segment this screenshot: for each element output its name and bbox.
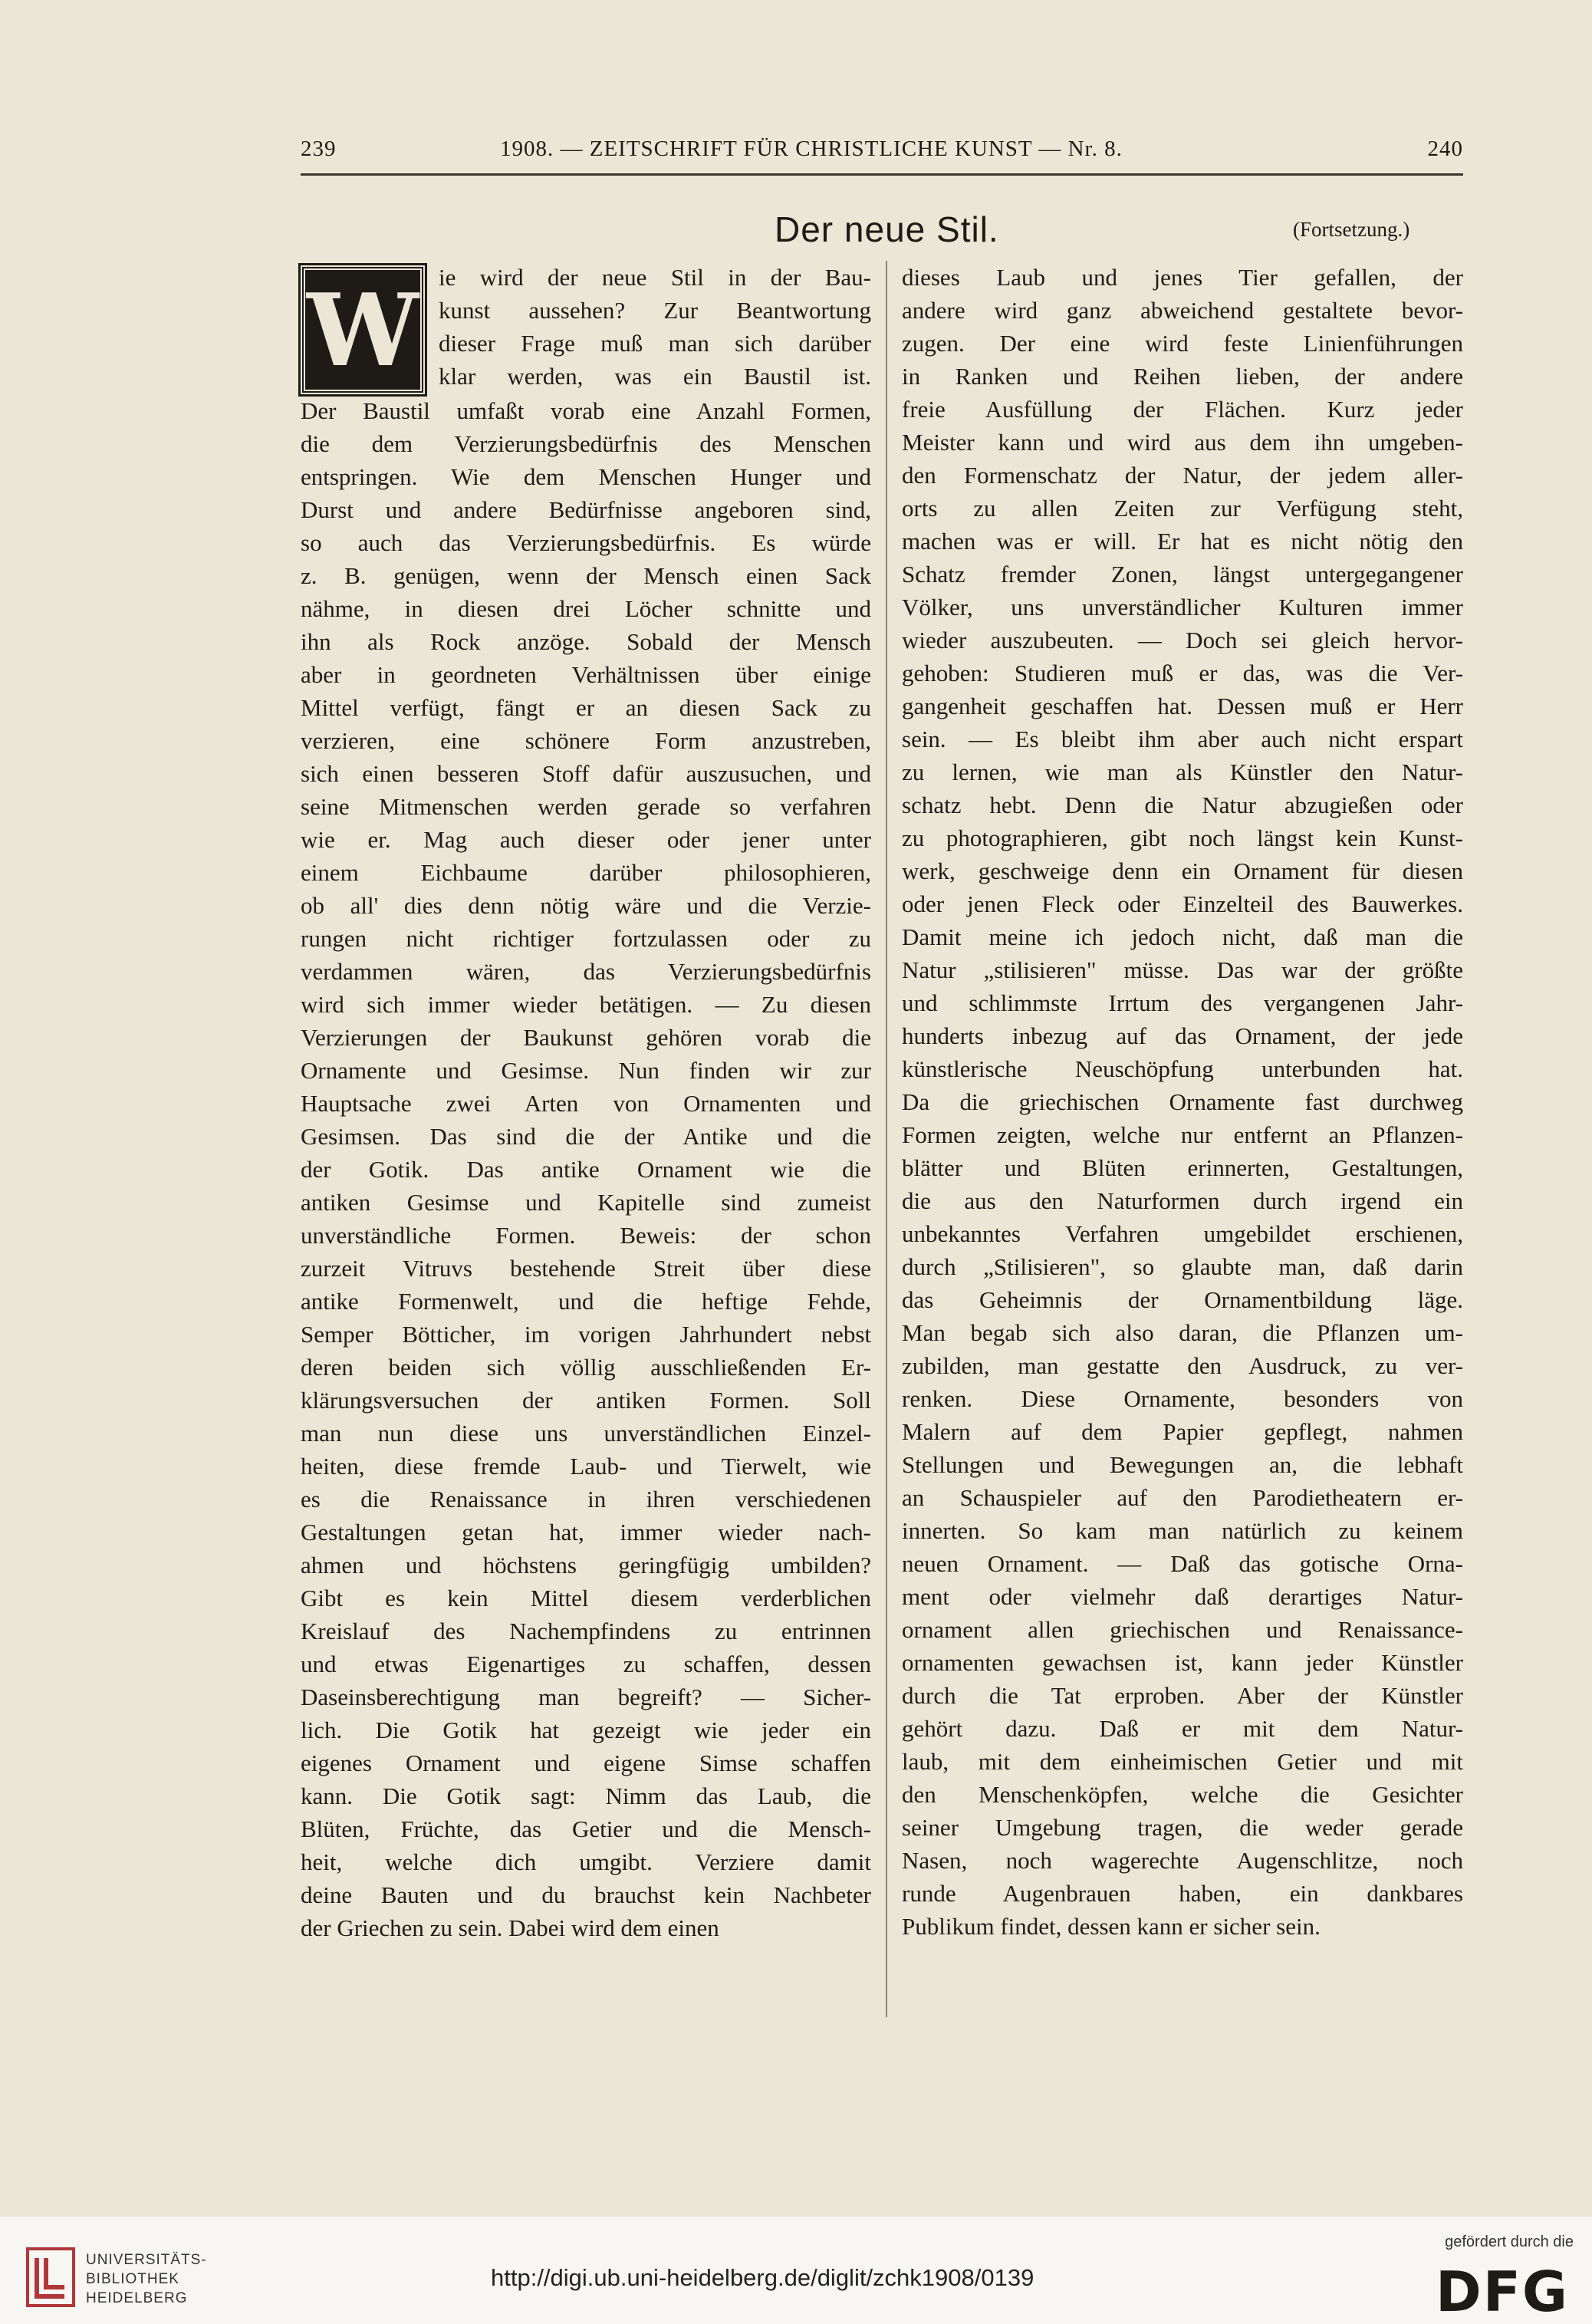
running-header: [301, 137, 1463, 175]
text-line: aber in geordneten Verhältnissen über einige: [301, 661, 871, 688]
text-line: zu photographieren, gibt noch längst kein Kunst-: [902, 825, 1463, 851]
text-line: gehoben: Studieren muß er das, was die Ver-: [902, 660, 1463, 686]
text-line: blätter und Blüten erinnerten, Gestaltungen,: [902, 1154, 1463, 1181]
permalink-url[interactable]: http://digi.ub.uni-heidelberg.de/diglit/zchk1908/0139: [491, 2264, 1034, 2291]
text-line: rungen nicht richtiger fortzulassen oder zu: [301, 925, 871, 952]
text-line: kann. Die Gotik sagt: Nimm das Laub, die: [301, 1783, 871, 1809]
text-line: zu lernen, wie man als Künstler den Natur-: [902, 759, 1463, 785]
right-column-text: [902, 261, 1463, 1943]
text-line: zurzeit Vitruvs bestehende Streit über diese: [301, 1255, 871, 1282]
text-line: Publikum findet, dessen kann er sicher sein.: [902, 1913, 1321, 1940]
text-line: antiken Gesimse und Kapitelle sind zumeist: [301, 1189, 871, 1216]
text-line: deren beiden sich völlig ausschließenden Er-: [301, 1354, 871, 1381]
text-line: zubilden, man gestatte den Ausdruck, zu ver-: [902, 1352, 1463, 1379]
text-line: dieses Laub und jenes Tier gefallen, der: [902, 264, 1463, 291]
text-line: Nasen, noch wagerechte Augenschlitze, noch: [902, 1847, 1463, 1874]
text-line: kunst aussehen? Zur Beantwortung: [439, 297, 871, 324]
text-line: lich. Die Gotik hat gezeigt wie jeder ein: [301, 1717, 871, 1743]
text-line: seiner Umgebung tragen, die weder gerade: [902, 1814, 1463, 1841]
library-line-1: UNIVERSITÄTS-: [86, 2252, 207, 2268]
text-line: wird sich immer wieder betätigen. — Zu diesen: [301, 991, 871, 1018]
text-line: eigenes Ornament und eigene Simse schaffen: [301, 1750, 871, 1776]
text-line: Völker, uns unverständlicher Kulturen immer: [902, 594, 1463, 621]
text-line: freie Ausfüllung der Flächen. Kurz jeder: [902, 396, 1463, 423]
left-column: [301, 261, 871, 1944]
text-line: laub, mit dem einheimischen Getier und mit: [902, 1748, 1463, 1775]
text-line: schatz hebt. Denn die Natur abzugießen oder: [902, 792, 1463, 818]
text-line: die dem Verzierungsbedürfnis des Menschen: [301, 430, 871, 457]
text-line: Semper Bötticher, im vorigen Jahrhundert nebst: [301, 1321, 871, 1348]
text-line: orts zu allen Zeiten zur Verfügung steht,: [902, 495, 1463, 522]
text-line: die aus den Naturformen durch irgend ein: [902, 1187, 1463, 1214]
decorated-initial: W: [301, 265, 425, 394]
text-line: der Gotik. Das antike Ornament wie die: [301, 1156, 871, 1183]
text-line: Kreislauf des Nachempfindens zu entrinnen: [301, 1618, 871, 1644]
text-line: renken. Diese Ornamente, besonders von: [902, 1385, 1463, 1412]
text-line: deine Bauten und du brauchst kein Nachbeter: [301, 1881, 871, 1908]
dfg-logo: DFG: [1435, 2260, 1569, 2324]
text-line: antike Formenwelt, und die heftige Fehde,: [301, 1288, 871, 1315]
text-line: werk, geschweige denn ein Ornament für diesen: [902, 858, 1463, 884]
university-library-name: [86, 2250, 207, 2308]
text-line: neuen Ornament. — Daß das gotische Orna-: [902, 1550, 1463, 1577]
text-line: unbekanntes Verfahren umgebildet erschienen,: [902, 1220, 1463, 1247]
text-line: Malern auf dem Papier gepflegt, nahmen: [902, 1418, 1463, 1445]
text-line: innerten. So kam man natürlich zu keinem: [902, 1517, 1463, 1544]
text-line: Ornamente und Gesimse. Nun finden wir zur: [301, 1057, 871, 1084]
header-rule: [301, 173, 1463, 176]
text-line: in Ranken und Reihen lieben, der andere: [902, 363, 1463, 390]
text-line: zugen. Der eine wird feste Linienführungen: [902, 330, 1463, 357]
text-line: wieder auszubeuten. — Doch sei gleich hervor-: [902, 627, 1463, 653]
text-line: und etwas Eigenartiges zu schaffen, dessen: [301, 1651, 871, 1677]
text-line: hunderts inbezug auf das Ornament, der jede: [902, 1022, 1463, 1049]
text-line: so auch das Verzierungsbedürfnis. Es würde: [301, 529, 871, 556]
right-column: [902, 261, 1463, 1943]
text-line: Man begab sich also daran, die Pflanzen um-: [902, 1319, 1463, 1346]
text-line: den Menschenköpfen, welche die Gesichter: [902, 1781, 1463, 1808]
text-line: Verzierungen der Baukunst gehören vorab die: [301, 1024, 871, 1051]
text-line: Gesimsen. Das sind die der Antike und die: [301, 1123, 871, 1150]
digitization-footer: [0, 2217, 1592, 2324]
text-line: der Griechen zu sein. Dabei wird dem einen: [301, 1914, 719, 1941]
text-line: Gestaltungen getan hat, immer wieder nach-: [301, 1519, 871, 1545]
text-line: man nun diese uns unverständlichen Einzel-: [301, 1420, 871, 1447]
text-line: z. B. genügen, wenn der Mensch einen Sack: [301, 562, 871, 589]
text-line: entspringen. Wie dem Menschen Hunger und: [301, 463, 871, 490]
text-line: Mittel verfügt, fängt er an diesen Sack zu: [301, 694, 871, 721]
text-line: Meister kann und wird aus dem ihn umgeben-: [902, 429, 1463, 456]
page-number-left: 239: [301, 137, 337, 161]
text-line: andere wird ganz abweichend gestaltete bevor-: [902, 297, 1463, 324]
text-line: heiten, diese fremde Laub- und Tierwelt, wie: [301, 1453, 871, 1480]
text-line: klar werden, was ein Baustil ist.: [439, 363, 871, 390]
text-line: Blüten, Früchte, das Getier und die Mensch-: [301, 1815, 871, 1842]
text-line: heit, welche dich umgibt. Verziere damit: [301, 1848, 871, 1875]
article-title: Der neue Stil.: [775, 209, 999, 249]
text-line: und schlimmste Irrtum des vergangenen Jahr-: [902, 989, 1463, 1016]
text-line: sich einen besseren Stoff dafür auszusuchen, und: [301, 760, 871, 787]
text-line: unverständliche Formen. Beweis: der schon: [301, 1222, 871, 1249]
text-line: ihn als Rock anzöge. Sobald der Mensch: [301, 628, 871, 655]
text-line: Da die griechischen Ornamente fast durchweg: [902, 1088, 1463, 1115]
text-line: Gibt es kein Mittel diesem verderblichen: [301, 1585, 871, 1611]
text-line: ornament allen griechischen und Renaissance-: [902, 1616, 1463, 1643]
article-continuation: (Fortsetzung.): [1293, 218, 1410, 241]
text-line: an Schauspieler auf den Parodietheatern er-: [902, 1484, 1463, 1511]
text-line: verzieren, eine schönere Form anzustreben,: [301, 727, 871, 754]
text-line: seine Mitmenschen werden gerade so verfahren: [301, 793, 871, 820]
text-line: Damit meine ich jedoch nicht, daß man die: [902, 923, 1463, 950]
text-line: nähme, in diesen drei Löcher schnitte und: [301, 595, 871, 622]
text-line: machen was er will. Er hat es nicht nötig den: [902, 528, 1463, 555]
text-line: wie er. Mag auch dieser oder jener unter: [301, 826, 871, 853]
text-line: einem Eichbaume darüber philosophieren,: [301, 859, 871, 886]
text-line: Stellungen und Bewegungen an, die lebhaft: [902, 1451, 1463, 1478]
text-line: ahmen und höchstens geringfügig umbilden?: [301, 1552, 871, 1578]
library-line-2: BIBLIOTHEK: [86, 2271, 179, 2287]
text-line: Natur „stilisieren" müsse. Das war der größte: [902, 956, 1463, 983]
text-line: durch „Stilisieren", so glaubte man, daß darin: [902, 1253, 1463, 1280]
text-line: Schatz fremder Zonen, längst untergegangener: [902, 561, 1463, 588]
text-line: klärungsversuchen der antiken Formen. Soll: [301, 1387, 871, 1414]
text-line: Durst und andere Bedürfnisse angeboren sind,: [301, 496, 871, 523]
text-line: ob all' dies denn nötig wäre und die Verzie-: [301, 892, 871, 919]
text-line: Daseinsberechtigung man begreift? — Sicher-: [301, 1684, 871, 1710]
text-line: gehört dazu. Daß er mit dem Natur-: [902, 1715, 1463, 1742]
text-line: es die Renaissance in ihren verschiedenen: [301, 1486, 871, 1513]
library-line-3: HEIDELBERG: [86, 2290, 188, 2306]
text-line: gangenheit geschaffen hat. Dessen muß er Herr: [902, 693, 1463, 719]
text-line: Formen zeigten, welche nur entfernt an Pflanzen-: [902, 1121, 1463, 1148]
text-line: dieser Frage muß man sich darüber: [439, 330, 871, 357]
text-line: Hauptsache zwei Arten von Ornamenten und: [301, 1090, 871, 1117]
text-line: den Formenschatz der Natur, der jedem aller-: [902, 462, 1463, 489]
page-number-right: 240: [1427, 137, 1463, 161]
left-column-text: [301, 394, 871, 1944]
text-line: sein. — Es bleibt ihm aber auch nicht erspart: [902, 726, 1463, 752]
column-divider: [886, 261, 887, 2017]
text-line: ment oder vielmehr daß derartiges Natur-: [902, 1583, 1463, 1610]
text-line: oder jenen Fleck oder Einzelteil des Bauwerkes.: [902, 890, 1463, 917]
text-line: verdammen wären, das Verzierungsbedürfnis: [301, 958, 871, 985]
text-line: ie wird der neue Stil in der Bau-: [439, 264, 871, 291]
text-line: durch die Tat erproben. Aber der Künstler: [902, 1682, 1463, 1709]
text-line: künstlerische Neuschöpfung unterbunden hat.: [902, 1055, 1463, 1082]
text-line: das Geheimnis der Ornamentbildung läge.: [902, 1286, 1463, 1313]
journal-title: 1908. — ZEITSCHRIFT FÜR CHRISTLICHE KUNST — Nr. 8.: [500, 137, 1123, 161]
text-line: Der Baustil umfaßt vorab eine Anzahl Formen,: [301, 397, 871, 424]
university-library-logo-icon: [26, 2247, 75, 2307]
text-line: ornamenten gewachsen ist, kann jeder Künstler: [902, 1649, 1463, 1676]
sponsor-caption: gefördert durch die: [1445, 2233, 1574, 2250]
text-line: runde Augenbrauen haben, ein dankbares: [902, 1880, 1463, 1907]
